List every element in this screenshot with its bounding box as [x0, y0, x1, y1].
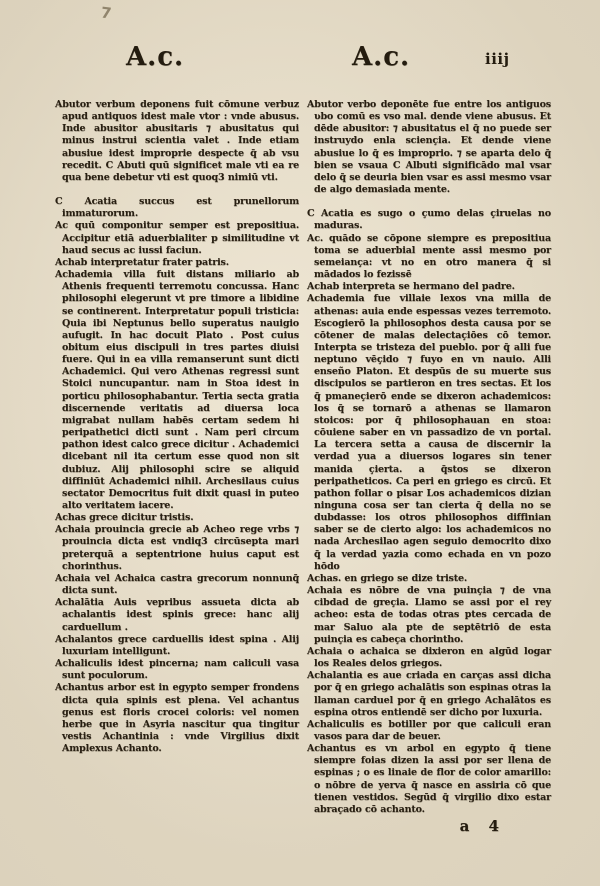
right-entries-list [307, 99, 551, 816]
dictionary-entry: Achalantos grece carduellis idest spina . Alij luxuriam intelligunt. [55, 633, 299, 657]
dictionary-entry: Achaia es nōbre de vna puinçia ⁊ de vna cibdad de greçia. Llamo se assi por el rey acheo: esta de todas otras ptes cercada de mar Saluo ala pte de septētriō de esta puinçia es cabeça chorintho. [307, 585, 551, 645]
dictionary-entry: Achalātia Auis vepribus assueta dicta ab achalantis idest spinis grece: hanc alij carduellum . [55, 597, 299, 633]
dictionary-entry: Achaliculis idest pincerna; nam caliculi vasa sunt poculorum. [55, 658, 299, 682]
dictionary-entry: Achalantia es aue criada en carças assi dicha por q̄ en griego achalātis son espinas otras la llaman carduel por q̄ en griego Achalātos es espina otros entiendē ser dicho por luxuria. [307, 670, 551, 718]
text-columns [55, 99, 551, 835]
dictionary-entry: Abutor verbo deponēte fue entre los antiguos ʋbo comū es vso mal. dende viene abusus. Et dēde abusitor: ⁊ abusitatus el q̄ no puede ser instruydo enla sciençia. Et dende viene abusiue lo q̄ es improprio. ⁊ se aparta delo q̄ bien se vsaua C Albuti significādo mal vsar delo q̄ se deuria bien vsar es assi mesmo vsar de algo demasiada mente. [307, 99, 551, 196]
dictionary-entry: Achaia prouincia grecie ab Acheo rege vrbs ⁊ prouincia dicta est vndiq3 circūsepta mari preterquā a septentrione huius caput est chorinthus. [55, 524, 299, 572]
dictionary-entry: Achab interpreta se hermano del padre. [307, 281, 515, 293]
left-entries-list [55, 99, 299, 755]
signature-mark: a 4 [459, 817, 499, 836]
dictionary-entry: C Acatia succus est prunellorum immaturorum. [55, 196, 299, 220]
right-column-spanish [307, 99, 551, 835]
dictionary-entry: Achantus es vn arbol en egypto q̄ tiene siempre foias dizen la assi por ser llena de espinas ; o es linaie de flor de color amarillo: o nōbre de yerva q̄ nasce en assiria cō que tienen vestidos. Segūd q̄ virgilio dixo estar abraçado cō achanto. [307, 743, 551, 815]
dictionary-entry: Ac quū componitur semper est prepositiua. Accipitur etiā aduerbialiter p similitudine vt haud secus ac iussi faciun. [55, 220, 299, 256]
left-column-latin [55, 99, 299, 835]
dictionary-entry: Achas grece dicitur tristis. [55, 512, 194, 524]
dictionary-entry: Achab interpretatur frater patris. [55, 256, 229, 268]
dictionary-entry: C Acatia es sugo o çumo delas çiruelas no maduras. [307, 208, 551, 232]
dictionary-entry: Ac. quādo se cōpone siempre es prepositiua toma se aduerbial mente assi mesmo por semeiança: vt no en otro manera q̄ si mādados lo fezissē [307, 232, 551, 281]
handwritten-mark: 7 [99, 3, 113, 23]
dictionary-entry: Achantus arbor est in egypto semper frondens dicta quia spinis est plena. Vel achantus genus est floris crocei coloris: vel nomen herbe que in Asyria nascitur qua tingitur vestis Achantinia : vnde Virgilius dixit Amplexus Achanto. [55, 682, 299, 755]
folio-number: iiij [485, 50, 510, 68]
running-title-right: A.c. [352, 42, 411, 72]
dictionary-entry: Achaia o achaica se dixieron en algūd logar los Reales delos griegos. [307, 645, 551, 670]
dictionary-entry: Achaia vel Achaica castra grecorum nonnunq̄ dicta sunt. [55, 572, 299, 597]
dictionary-entry: Achademia fue villaie lexos vna milla de athenas: auia ende espessas vezes terremoto. Escogierō la philosophos desta causa por se cōtener de malas delectaçiōes cō temor. Interpta se tristeza del pueblo. por q̄ alli fue neptuno vēçido ⁊ fuyo en vn nauio. Alli enseño Platon. Et despūs de su muerte sus discipulos se partieron en tres sectas. Et los q̄ pmaneçierō ende se dixeron achademicos: los q̄ se tornarō a athenas se llamaron stoicos: por q̄ philosophauan en stoa: cōuiene saber en vn passadizo de vn portal. La tercera setta a causa de discernir la verdad yua a diuersos logares sin tener manida çierta. a q̄stos se dixeron peripatheticos. Ca peri en griego es circū. Et pathon follar o pisar Los achademicos dizian ninguna cosa ser tan cierta q̄ della no se dubdasse: los otros philosophos diffinian saber se de cierto algo: los achademicos no nada Archesilao agen seguio democrito dixo q̄ la verdad yazia como echada en vn pozo hōdo [307, 293, 551, 572]
dictionary-entry: Abutor verbum deponens fuit cōmune verbuz apud antiquos idest male vtor : vnde abusus. Inde abusitor abusitaris ⁊ abusitatus qui minus instrui scientia valet . Inde etiam abusiue idest improprie despecte q̄ ab vsu recedit. C Abuti quū significet male vti ea re qua bene debetur vti est quoq3 nimiū vti. [55, 99, 299, 183]
running-title-left: A.c. [126, 42, 185, 72]
dictionary-entry: Achademia villa fuit distans miliario ab Athenis frequenti terremotu concussa. Hanc philosophi elegerunt vt pre timore a libidine se continerent. Interpretatur populi tristicia: Quia ibi Neptunus bello superatus nauigio aufugit. In hac docuit Plato . Post cuius obitum eius discipuli in tres partes diuisi fuere. Qui in ea villa remanserunt sunt dicti Achademici. Qui vero Athenas regressi sunt Stoici nuncupantur. nam in Stoa idest in porticu philosophabantur. Tertia secta gratia discernende veritatis ad diuersa loca migrabat nullam habēs certam sedem hi peripathetici dicti sunt . Nam peri circum pathon idest calco grece dicitur . Achademici dicebant nil ita certum esse quod non sit dubiuz. Alij philosophi scire se aliquid diffiniūt Achademici nihil. Archesilaus cuius sectator Democritus fuit dixit quasi in puteo alto veritatem iacere. [55, 269, 299, 511]
dictionary-entry: Achaliculis es botiller por que caliculi eran vasos para dar de beuer. [307, 718, 551, 742]
dictionary-entry: Achas. en griego se dize triste. [307, 572, 468, 584]
